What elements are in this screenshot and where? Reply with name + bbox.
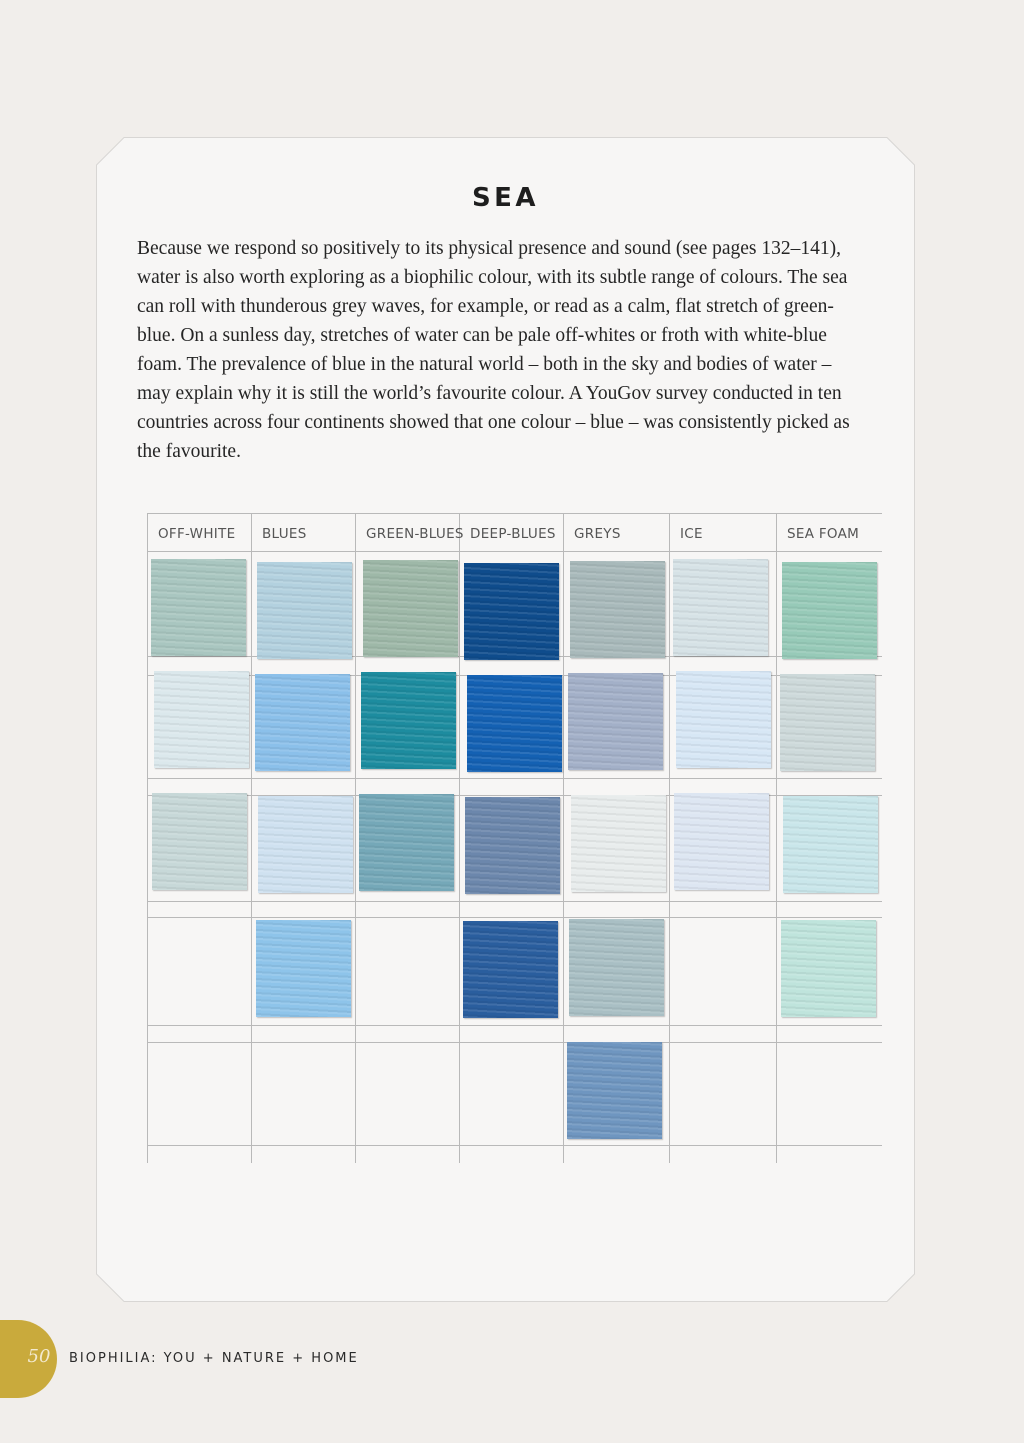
- page-number: 50: [27, 1346, 51, 1367]
- paint-swatch: [361, 672, 456, 769]
- paint-swatch: [674, 793, 769, 890]
- section-title: SEA: [471, 183, 540, 213]
- column-header: GREYS: [574, 526, 621, 542]
- column-header: SEA FOAM: [787, 526, 860, 542]
- paint-swatch: [567, 1042, 662, 1139]
- paint-swatch: [780, 674, 875, 771]
- paint-swatch: [256, 920, 351, 1017]
- column-header: BLUES: [262, 526, 307, 542]
- paint-swatch: [154, 671, 249, 768]
- paint-swatch: [255, 674, 350, 771]
- paint-swatch: [673, 559, 768, 656]
- paint-swatch: [464, 563, 559, 660]
- paint-swatch: [463, 921, 558, 1018]
- paint-swatch: [676, 671, 771, 768]
- paint-swatch: [363, 560, 458, 657]
- book-title: BIOPHILIA: YOU + NATURE + HOME: [69, 1351, 359, 1366]
- paint-swatch: [152, 793, 247, 890]
- column-header: OFF-WHITE: [158, 526, 236, 542]
- paint-swatch: [359, 794, 454, 891]
- paint-swatch: [568, 673, 663, 770]
- paint-swatch: [570, 561, 665, 658]
- paint-swatch: [782, 562, 877, 659]
- paint-swatch: [569, 919, 664, 1016]
- paint-swatch: [783, 796, 878, 893]
- paint-swatch: [258, 796, 353, 893]
- column-header: GREEN-BLUES: [366, 526, 464, 542]
- column-header: ICE: [680, 526, 703, 542]
- colour-palette-grid: [147, 513, 882, 1163]
- paint-swatch: [257, 562, 352, 659]
- paint-swatch: [465, 797, 560, 894]
- paint-swatch: [571, 795, 666, 892]
- paint-swatch: [467, 675, 562, 772]
- column-header: DEEP-BLUES: [470, 526, 556, 542]
- section-body: Because we respond so positively to its physical presence and sound (see pages 132–141), water is also worth exploring as a biophilic colour, with its subtle range of colours. The sea can roll with thunderous grey waves, for example, or read as a calm, flat stretch of green-blue. On a sunless day, stretches of water can be pale off-whites or froth with white-blue foam. The prevalence of blue in the natural world – both in the sky and bodies of water – may explain why it is still the world’s favourite colour. A YouGov survey conducted in ten countries across four continents showed that one colour – blue – was consistently picked as the favourite.: [137, 238, 850, 462]
- paint-swatch: [781, 920, 876, 1017]
- paint-swatch: [151, 559, 246, 656]
